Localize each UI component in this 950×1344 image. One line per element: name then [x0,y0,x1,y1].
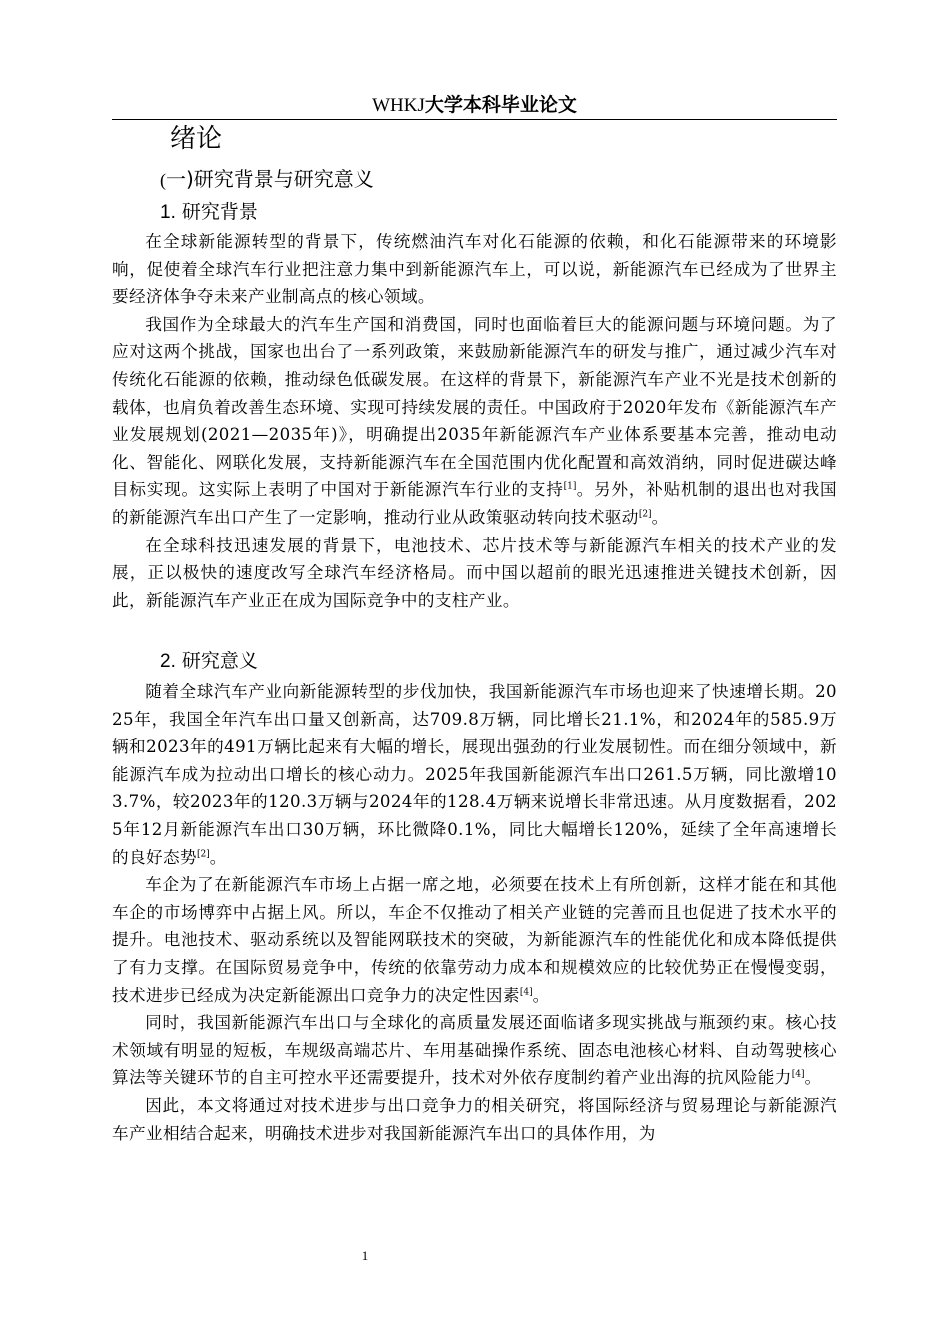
header-title: 大学本科毕业论文 [424,94,577,116]
paragraph [112,1092,837,1147]
paragraph-text: 我国作为全球最大的汽车生产国和消费国，同时也面临着巨大的能源问题与环境问题。为了应对这两个挑战，国家也出台了一系列政策，来鼓励新能源汽车的研发与推广，通过减少汽车对传统化石能源的依赖，推动绿色低碳发展。在这样的背景下，新能源汽车产业不光是技术创新的载体，也肩负着改善生态环境、实现可持续发展的责任。中国政府于2020年发布《新能源汽车产业发展规划(2021—2035年)》，明确提出2035年新能源汽车产业体系要基本完善，推动电动化、智能化、网联化发展，支持新能源汽车在全国范围内优化配置和高效消纳，同时促进碳达峰目标实现。这实际上表明了中国对于新能源汽车行业的支持 [112,314,837,500]
citation-marker: [2] [196,849,210,860]
paragraph-text: 车企为了在新能源汽车市场上占据一席之地，必须要在技术上有所创新，这样才能在和其他车企的市场博弈中占据上风。所以，车企不仅推动了相关产业链的完善而且也促进了技术水平的提升。电池技术、驱动系统以及智能网联技术的突破，为新能源汽车的性能优化和成本降低提供了有力支撑。在国际贸易竞争中，传统的依靠劳动力成本和规模效应的比较优势正在慢慢变弱，技术进步已经成为决定新能源出口竞争力的决定性因素 [112,875,837,1005]
subsection-title: 研究背景 [181,201,258,223]
header-divider [112,119,837,120]
paragraph [112,532,837,615]
background-body [112,228,837,614]
paragraph-text: 。 [209,847,227,867]
paragraph-text: 在全球科技迅速发展的背景下，电池技术、芯片技术等与新能源汽车相关的技术产业的发展，正以极快的速度改写全球汽车经济格局。而中国以超前的眼光迅速推进关键技术创新，因此，新能源汽车产业正在成为国际竞争中的支柱产业。 [112,535,837,610]
chapter-title: 绪论 [170,124,223,154]
section-heading [160,165,374,194]
paragraph-text: 。 [804,1068,822,1088]
paragraph-text: 随着全球汽车产业向新能源转型的步伐加快，我国新能源汽车市场也迎来了快速增长期。2025年，我国全年汽车出口量又创新高，达709.8万辆，同比增长21.1%，和2024年的585.9万辆和2023年的491万辆比起来有大幅的增长，展现出强劲的行业发展韧性。而在细分领域中，新能源汽车成为拉动出口增长的核心动力。2025年我国新能源汽车出口261.5万辆，同比激增103.7%，较2023年的120.3万辆与2024年的128.4万辆来说增长非常迅速。从月度数据看，2025年12月新能源汽车出口30万辆，环比微降0.1%，同比大幅增长120%，延续了全年高速增长的良好态势 [112,682,837,867]
page-header [112,92,837,119]
paragraph [112,228,837,311]
citation-marker: [4] [791,1069,805,1080]
subsection-title: 研究意义 [181,650,258,672]
paragraph-text: 。 [532,985,550,1005]
paragraph [112,678,837,871]
paragraph [112,311,837,532]
section-heading-label: 一)研究背景与研究意义 [166,167,374,191]
citation-marker: [2] [638,509,652,520]
subsection-heading-background [160,199,258,226]
paragraph-text: 在全球新能源转型的背景下，传统燃油汽车对化石能源的依赖，和化石能源带来的环境影响，促使着全球汽车行业把注意力集中到新能源汽车上，可以说，新能源汽车已经成为了世界主要经济体争夺未来产业制高点的核心领域。 [112,232,837,307]
section-heading-paren: ( [160,170,166,190]
paragraph-text: 。 [651,507,669,527]
paragraph [112,871,837,1009]
page-number: 1 [361,1248,369,1263]
paragraph [112,1009,837,1092]
paragraph-text: 同时，我国新能源汽车出口与全球化的高质量发展还面临诸多现实挑战与瓶颈约束。核心技术领域有明显的短板，车规级高端芯片、车用基础操作系统、固态电池核心材料、自动驾驶核心算法等关键环节的自主可控水平还需要提升，技术对外依存度制约着产业出海的抗风险能力 [112,1013,837,1088]
subsection-number: 2. [160,651,176,672]
subsection-number: 1. [160,202,176,223]
significance-body [112,678,837,1147]
paragraph-text: 。另外，补贴机制的退出也对我国的新能源汽车出口产生了一定影响，推动行业从政策驱动转向技术驱动 [112,480,837,527]
paragraph-text: 因此，本文将通过对技术进步与出口竞争力的相关研究，将国际经济与贸易理论与新能源汽车产业相结合起来，明确技术进步对我国新能源汽车出口的具体作用，为 [112,1095,837,1143]
citation-marker: [4] [519,987,533,997]
citation-marker: [1] [563,481,577,492]
subsection-heading-significance [160,648,258,675]
header-abbreviation: WHKJ [372,95,425,116]
